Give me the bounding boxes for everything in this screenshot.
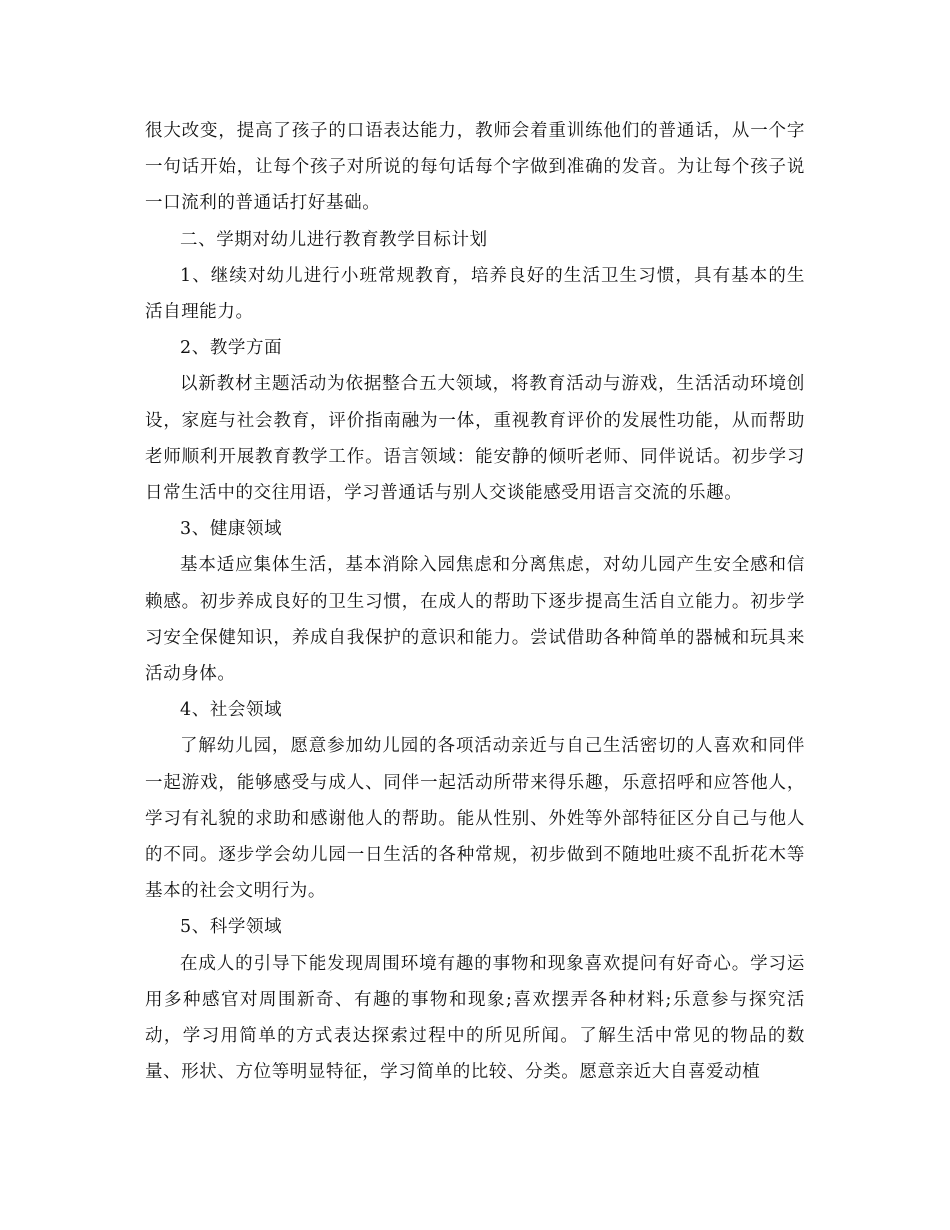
- paragraph-continuation: 很大改变，提高了孩子的口语表达能力，教师会着重训练他们的普通话，从一个字一句话开始，让每个孩子对所说的每句话每个字做到准确的发音。为让每个孩子说一口流利的普通话打好基础。: [145, 121, 805, 214]
- paragraph-routine-education: 1、继续对幼儿进行小班常规教育，培养良好的生活卫生习惯，具有基本的生活自理能力。: [145, 265, 805, 323]
- document-body: [145, 113, 805, 1090]
- paragraph-teaching: 以新教材主题活动为依据整合五大领域，将教育活动与游戏，生活活动环境创设，家庭与社会教育，评价指南融为一体，重视教育评价的发展性功能，从而帮助老师顺利开展教育教学工作。语言领域：能安静的倾听老师、同伴说话。初步学习日常生活中的交往用语，学习普通话与别人交谈能感受用语言交流的乐趣。: [145, 374, 805, 504]
- subheading-social: 4、社会领域: [180, 700, 283, 721]
- subheading-teaching: 2、教学方面: [180, 338, 283, 359]
- paragraph-social: 了解幼儿园，愿意参加幼儿园的各项活动亲近与自己生活密切的人喜欢和同伴一起游戏，能够感受与成人、同伴一起活动所带来得乐趣，乐意招呼和应答他人，学习有礼貌的求助和感谢他人的帮助。能从性别、外姓等外部特征区分自己与他人的不同。逐步学会幼儿园一日生活的各种常规，初步做到不随地吐痰不乱折花木等基本的社会文明行为。: [145, 736, 805, 902]
- section-heading-goals: 二、学期对幼儿进行教育教学目标计划: [180, 229, 488, 250]
- subheading-science: 5、科学领域: [180, 917, 283, 938]
- paragraph-science: 在成人的引导下能发现周围环境有趣的事物和现象喜欢提问有好奇心。学习运用多种感官对周围新奇、有趣的事物和现象;喜欢摆弄各种材料;乐意参与探究活动，学习用简单的方式表达探索过程中的所见所闻。了解生活中常见的物品的数量、形状、方位等明显特征，学习简单的比较、分类。愿意亲近大自喜爱动植: [145, 953, 805, 1083]
- subheading-health: 3、健康领域: [180, 519, 283, 540]
- paragraph-health: 基本适应集体生活，基本消除入园焦虑和分离焦虑，对幼儿园产生安全感和信赖感。初步养成良好的卫生习惯，在成人的帮助下逐步提高生活自立能力。初步学习安全保健知识，养成自我保护的意识和能力。尝试借助各种简单的器械和玩具来活动身体。: [145, 555, 805, 685]
